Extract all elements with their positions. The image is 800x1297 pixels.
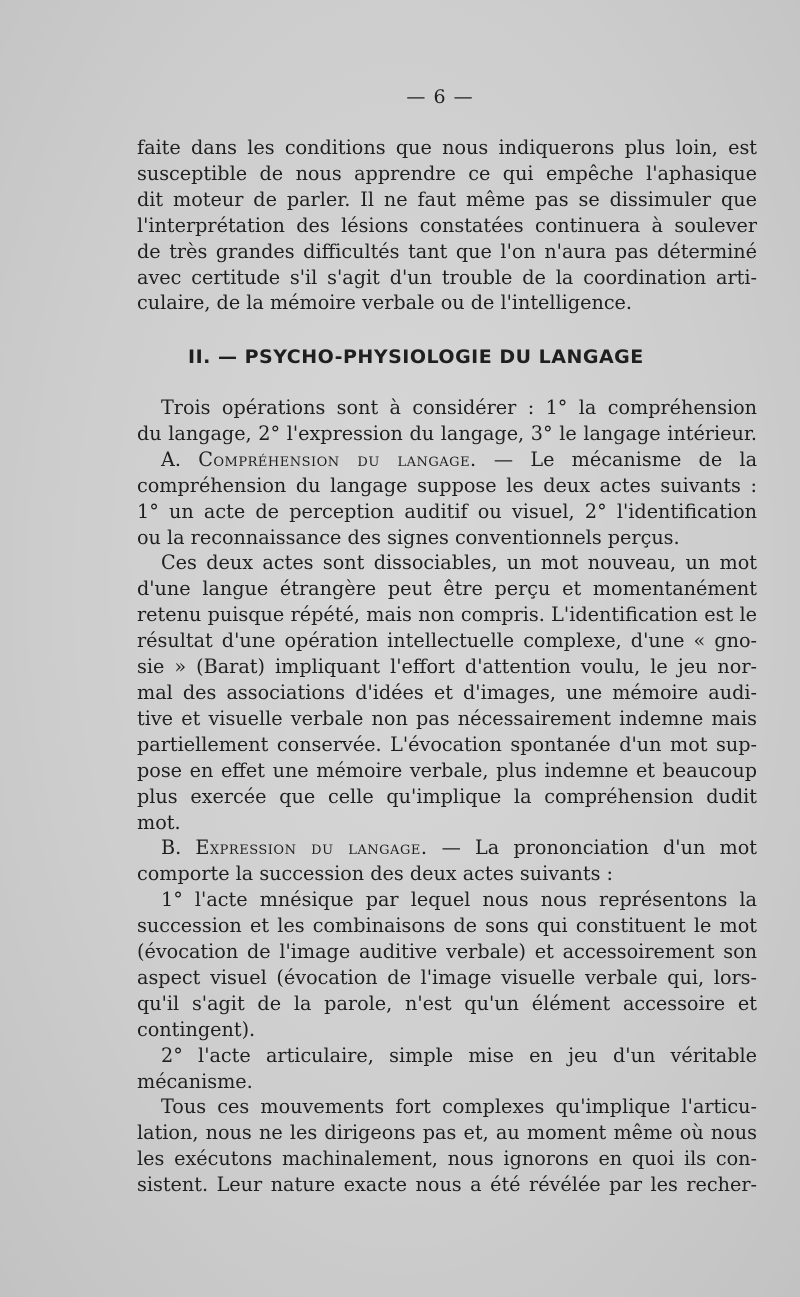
text-line: Trois opérations sont à considérer : 1° la compréhension: [161, 396, 757, 419]
text-line: d'une langue étrangère peut être perçu et momentanément: [137, 577, 757, 601]
text-line: Tous ces mouvements fort complexes qu'implique l'articu-: [161, 1095, 757, 1119]
text-line: faite dans les conditions que nous indiquerons plus loin, est: [137, 136, 757, 159]
text-line: 2° l'acte articulaire, simple mise en jeu d'un véritable: [161, 1043, 757, 1067]
text-line: plus exercée que celle qu'implique la compréhension dudit: [137, 784, 757, 808]
section-heading: II. — PSYCHO-PHYSIOLOGIE DU LANGAGE: [188, 346, 644, 368]
text-line: dit moteur de parler. Il ne faut même pas se dissimuler que: [137, 187, 757, 211]
text-line: comporte la succession des deux actes suivants :: [137, 862, 614, 886]
subsection-b-heading-line: [137, 835, 757, 861]
text-line: de très grandes difficultés tant que l'on n'aura pas déterminé: [137, 239, 757, 263]
text-line: les exécutons machinalement, nous ignorons en quoi ils con-: [137, 1147, 757, 1171]
text-line: compréhension du langage suppose les deux actes suivants :: [137, 473, 757, 497]
text-line: qu'il s'agit de la parole, n'est qu'un élément accessoire et: [137, 991, 757, 1015]
text-line: mal des associations d'idées et d'images, une mémoire audi-: [137, 680, 757, 704]
text-line: sie » (Barat) impliquant l'effort d'attention voulu, le jeu nor-: [137, 655, 757, 679]
text-line: tive et visuelle verbale non pas nécessairement indemne mais: [137, 706, 757, 730]
text-line: (évocation de l'image auditive verbale) et accessoirement son: [137, 940, 757, 964]
text-line: susceptible de nous apprendre ce qui empêche l'aphasique: [137, 161, 757, 185]
subsection-b-title: Expression du langage.: [195, 836, 428, 860]
text-line: retenu puisque répété, mais non compris. L'identification est le: [137, 603, 757, 627]
text-fragment: — La prononciation d'un mot: [427, 836, 757, 860]
text-line: lation, nous ne les dirigeons pas et, au moment même où nous: [137, 1121, 757, 1145]
text-fragment: — Le mécanisme de la: [476, 447, 757, 471]
text-line: mécanisme.: [137, 1069, 253, 1093]
text-line: aspect visuel (évocation de l'image visuelle verbale qui, lors-: [137, 965, 757, 989]
text-line: l'interprétation des lésions constatées continuera à soulever: [137, 213, 757, 237]
text-line: mot.: [137, 810, 181, 834]
text-line: du langage, 2° l'expression du langage, 3° le langage intérieur.: [137, 421, 757, 445]
subsection-a-title: Compréhension du langage.: [198, 447, 477, 471]
section-body: [137, 395, 757, 1198]
text-line: résultat d'une opération intellectuelle complexe, d'une « gno-: [137, 629, 757, 653]
text-line: sistent. Leur nature exacte nous a été révélée par les recher-: [137, 1173, 757, 1197]
paragraph-top: [137, 135, 757, 316]
text-line: Ces deux actes sont dissociables, un mot nouveau, un mot: [161, 551, 757, 575]
page-number: — 6 —: [406, 86, 474, 108]
text-line: pose en effet une mémoire verbale, plus indemne et beaucoup: [137, 758, 757, 782]
subsection-a-heading-line: [137, 447, 757, 473]
text-line: 1° un acte de perception auditif ou visuel, 2° l'identification: [137, 499, 757, 523]
text-line: avec certitude s'il s'agit d'un trouble de la coordination arti-: [137, 265, 757, 289]
text-line: partiellement conservée. L'évocation spontanée d'un mot sup-: [137, 732, 757, 756]
text-line: contingent).: [137, 1017, 256, 1041]
subsection-a-label: A.: [161, 447, 199, 471]
subsection-b-label: B.: [161, 836, 196, 860]
text-line: culaire, de la mémoire verbale ou de l'intelligence.: [137, 291, 633, 315]
text-line: succession et les combinaisons de sons qui constituent le mot: [137, 914, 757, 938]
text-line: 1° l'acte mnésique par lequel nous nous représentons la: [161, 888, 757, 912]
text-line: ou la reconnaissance des signes conventionnels perçus.: [137, 525, 680, 549]
